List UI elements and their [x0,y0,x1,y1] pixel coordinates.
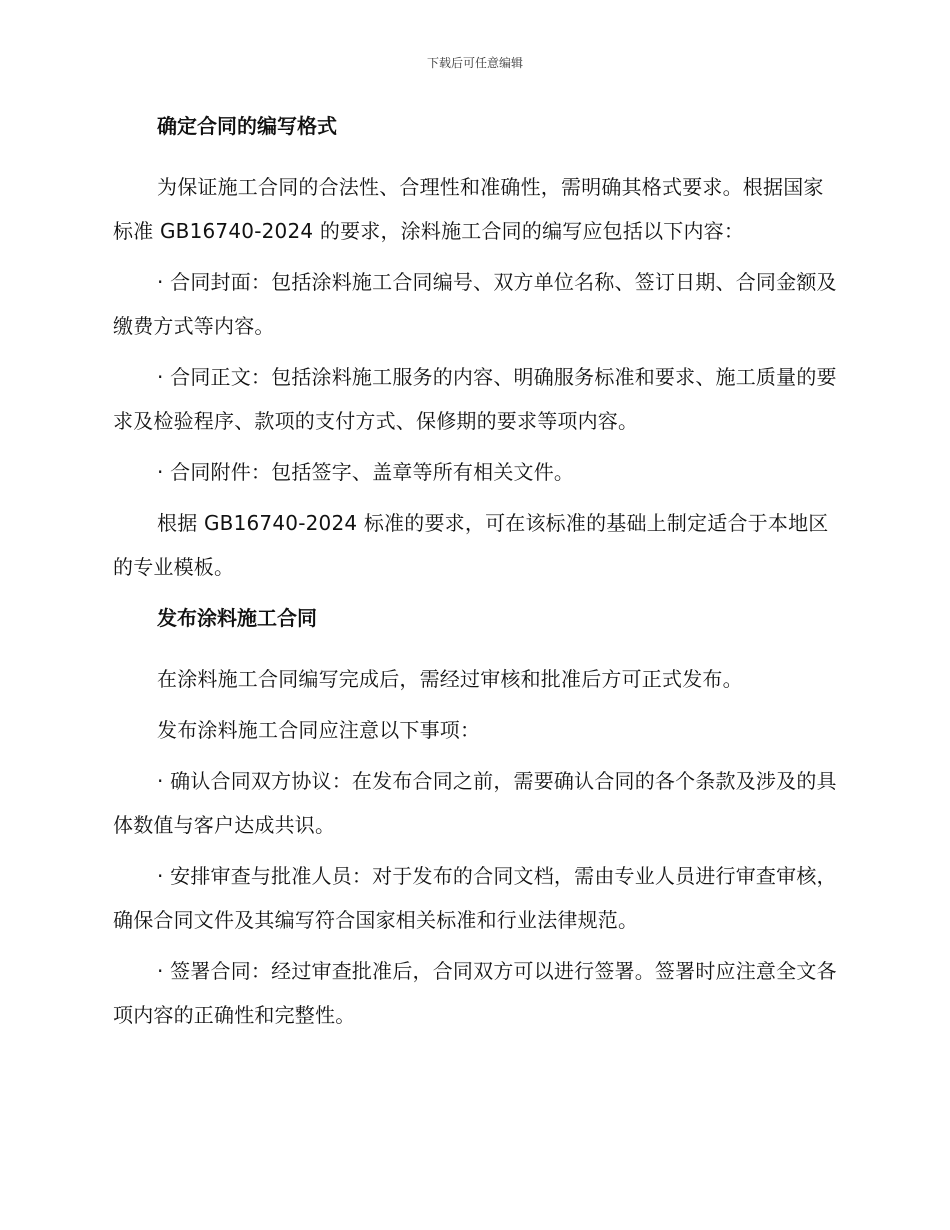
paragraph: 根据 GB16740-2024 标准的要求，可在该标准的基础上制定适合于本地区的专业模板。 [113,511,829,579]
section-heading: 确定合同的编写格式 [157,114,337,138]
section-heading: 发布涂料施工合同 [157,606,317,630]
bullet-item: · 合同封面：包括涂料施工合同编号、双方单位名称、签订日期、合同金额及缴费方式等内容。 [113,270,837,338]
page-header: 下载后可任意编辑 [426,56,523,70]
bullet-item: · 签署合同：经过审查批准后，合同双方可以进行签署。签署时应注意全文各项内容的正确性和完整性。 [113,959,837,1027]
paragraph: 发布涂料施工合同应注意以下事项： [157,718,481,742]
bullet-item: · 确认合同双方协议：在发布合同之前，需要确认合同的各个条款及涉及的具体数值与客户达成共识。 [113,769,837,837]
bullet-item: · 安排审查与批准人员：对于发布的合同文档，需由专业人员进行审查审核，确保合同文件及其编写符合国家相关标准和行业法律规范。 [113,864,837,932]
bullet-item: · 合同正文：包括涂料施工服务的内容、明确服务标准和要求、施工质量的要求及检验程序、款项的支付方式、保修期的要求等项内容。 [113,365,837,433]
paragraph: 为保证施工合同的合法性、合理性和准确性，需明确其格式要求。根据国家标准 GB16740-2024 的要求，涂料施工合同的编写应包括以下内容： [113,175,824,243]
bullet-item: · 合同附件：包括签字、盖章等所有相关文件。 [157,460,575,484]
paragraph: 在涂料施工合同编写完成后，需经过审核和批准后方可正式发布。 [157,667,743,691]
document-body [113,104,837,1044]
